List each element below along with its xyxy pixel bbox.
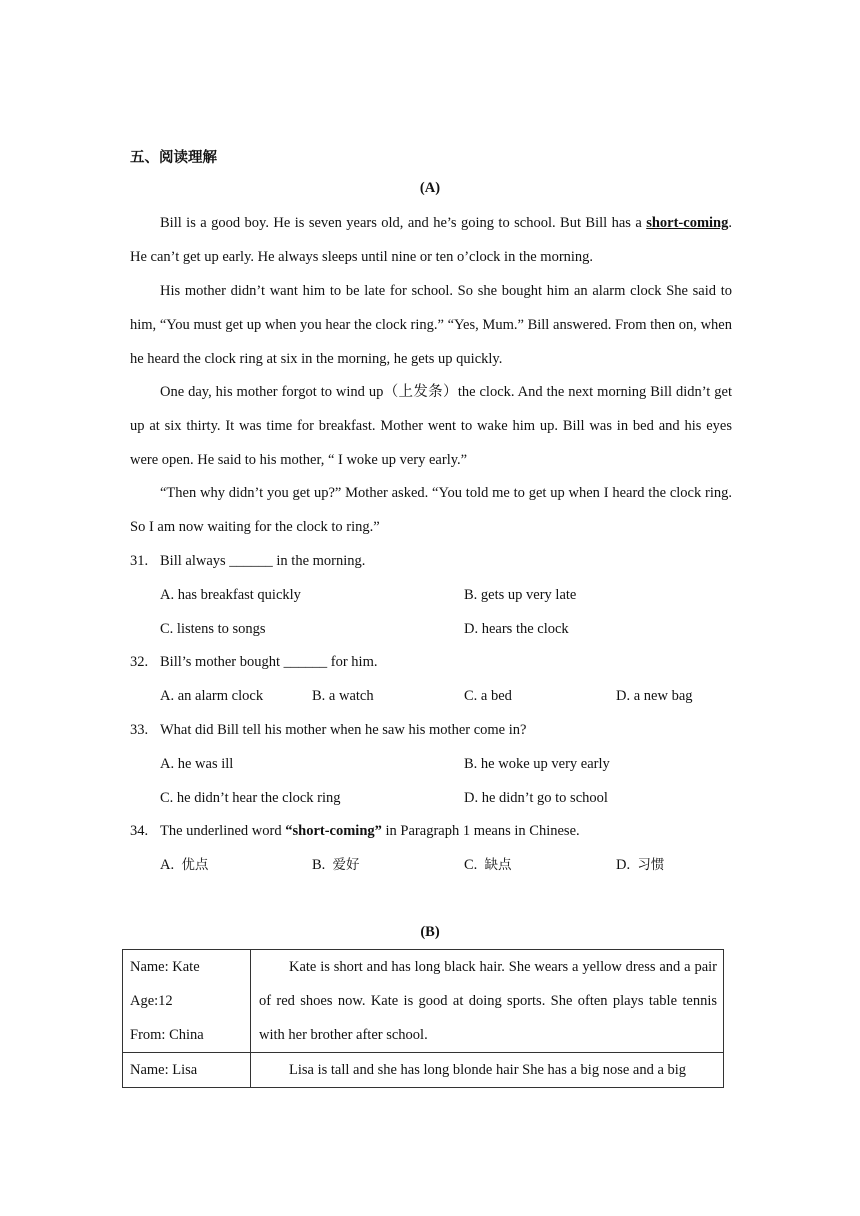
option-33d[interactable]: D. he didn’t go to school xyxy=(464,790,608,806)
option-33a[interactable]: A. he was ill xyxy=(160,756,234,772)
question-number: 32. xyxy=(130,654,149,670)
name-label: Name: Lisa xyxy=(130,1062,198,1078)
table-row xyxy=(123,1053,724,1088)
option-34a[interactable]: A. 优点 xyxy=(160,857,209,873)
p4-text: “Then why didn’t you get up?” Mother asked. “You told me to get up when I heard the clock ring. So I am now waiting for the clock to ring.” xyxy=(130,485,732,535)
passage-paragraph-2 xyxy=(130,274,732,376)
p2-text: His mother didn’t want him to be late for school. So she bought him an alarm clock She said to him, “You must get up when you hear the clock ring.” “Yes, Mum.” Bill answered. From then on, when he heard the clock ring at six in the morning, he gets up quickly. xyxy=(130,283,732,367)
profile-cell xyxy=(123,1053,251,1088)
description-cell xyxy=(251,1053,724,1088)
from-label: From: China xyxy=(130,1027,204,1043)
p1-start: Bill is a good boy. He is seven years old, and he’s going to school. But Bill has a xyxy=(160,215,642,231)
question-32 xyxy=(130,652,378,672)
question-31 xyxy=(130,551,365,571)
question-33 xyxy=(130,720,526,740)
part-a-heading: (A) xyxy=(419,180,441,196)
option-33c[interactable]: C. he didn’t hear the clock ring xyxy=(160,790,341,806)
p1-end: . He can’t get up early. He always sleeps until nine or ten o’clock in the morning. xyxy=(130,215,732,265)
option-31c[interactable]: C. listens to songs xyxy=(160,621,266,637)
option-31d[interactable]: D. hears the clock xyxy=(464,621,569,637)
option-32a[interactable]: A. an alarm clock xyxy=(160,688,264,704)
table-row xyxy=(123,950,724,1053)
question-stem: Bill’s mother bought ______ for him. xyxy=(160,654,378,670)
option-32b[interactable]: B. a watch xyxy=(312,688,374,704)
question-34 xyxy=(130,821,580,841)
passage-paragraph-3 xyxy=(130,375,732,477)
description-text: Lisa is tall and she has long blonde hair She has a big nose and a big xyxy=(289,1062,687,1078)
passage-paragraph-1 xyxy=(130,206,732,274)
age-label: Age:12 xyxy=(130,993,173,1009)
option-34c[interactable]: C. 缺点 xyxy=(464,857,512,873)
part-b-heading: (B) xyxy=(420,924,440,940)
question-stem: Bill always ______ in the morning. xyxy=(160,553,366,569)
option-32d[interactable]: D. a new bag xyxy=(616,688,693,704)
underlined-word: short-coming xyxy=(646,215,729,231)
option-32c[interactable]: C. a bed xyxy=(464,688,512,704)
option-34b[interactable]: B. 爱好 xyxy=(312,857,360,873)
question-number: 31. xyxy=(130,553,149,569)
option-31b[interactable]: B. gets up very late xyxy=(464,587,577,603)
info-table xyxy=(122,949,724,1088)
p3-text: One day, his mother forgot to wind up（上发条）the clock. And the next morning Bill didn’t get up at six thirty. It was time for breakfast. Mother went to wake him up. Bill was in bed and his eyes were open. He said to his mother, “ I woke up very early.” xyxy=(130,384,732,468)
question-stem: What did Bill tell his mother when he saw his mother come in? xyxy=(160,722,527,738)
question-stem-end: in Paragraph 1 means in Chinese. xyxy=(381,823,580,839)
name-label: Name: Kate xyxy=(130,959,200,975)
option-33b[interactable]: B. he woke up very early xyxy=(464,756,610,772)
description-cell xyxy=(251,950,724,1053)
question-stem-bold: “short-coming” xyxy=(285,823,382,839)
option-31a[interactable]: A. has breakfast quickly xyxy=(160,587,301,603)
profile-cell xyxy=(123,950,251,1053)
question-number: 34. xyxy=(130,823,149,839)
option-34d[interactable]: D. 习惯 xyxy=(616,857,665,873)
section-title: 五、阅读理解 xyxy=(130,150,217,166)
passage-paragraph-4 xyxy=(130,476,732,544)
question-stem-start: The underlined word xyxy=(160,823,286,839)
description-text: Kate is short and has long black hair. She wears a yellow dress and a pair of red shoes now. Kate is good at doing sports. She often plays table tennis with her brother after school. xyxy=(259,959,717,1043)
question-number: 33. xyxy=(130,722,149,738)
